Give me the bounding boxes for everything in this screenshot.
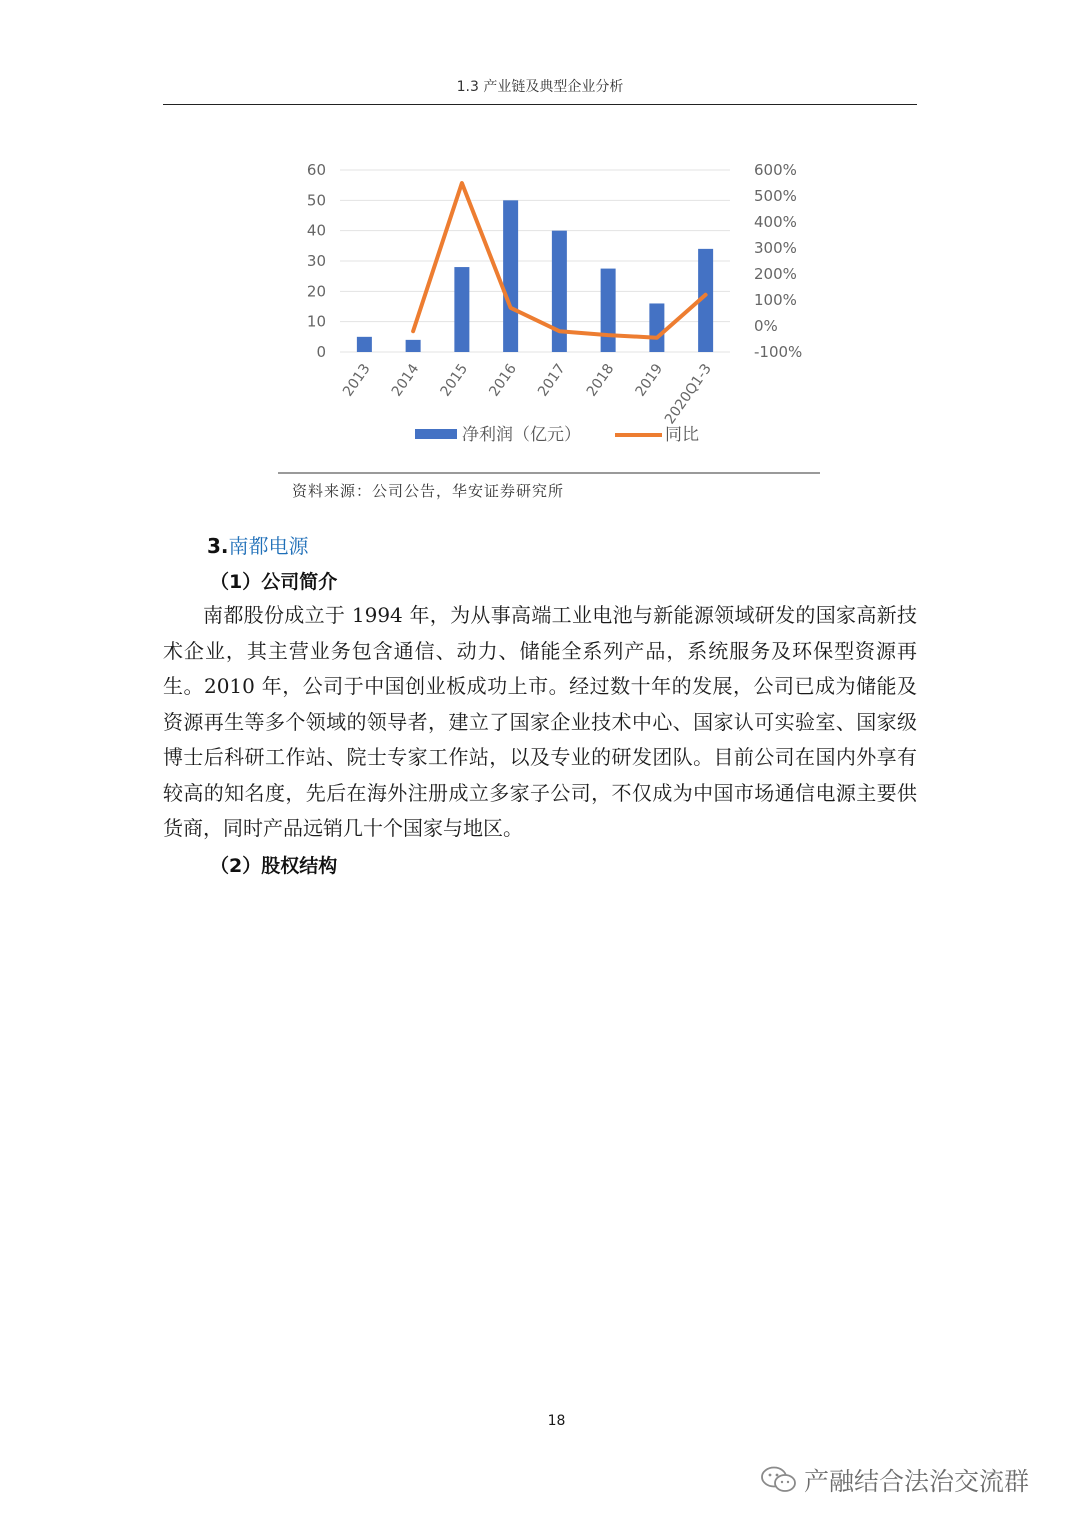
wechat-icon <box>760 1465 798 1495</box>
net-profit-chart <box>270 150 830 460</box>
net-profit-bar-2019 <box>649 303 664 352</box>
x-axis-tick-label: 2014 <box>388 361 423 400</box>
net-profit-bar-2017 <box>552 231 567 352</box>
page-header: 1.3 产业链及典型企业分析 <box>456 79 624 95</box>
x-axis-tick-label: 2016 <box>486 361 520 400</box>
right-axis-tick-label: 400% <box>754 213 797 231</box>
x-axis-tick-label: 2017 <box>535 361 569 400</box>
left-axis-tick-label: 60 <box>306 161 326 179</box>
net-profit-bar-2013 <box>357 337 372 352</box>
right-axis-tick-label: 200% <box>754 265 797 283</box>
right-axis-tick-label: 600% <box>754 161 797 179</box>
left-axis-tick-label: 10 <box>306 312 326 331</box>
legend-label-net-profit: 净利润（亿元） <box>462 425 581 445</box>
right-axis-tick-label: 100% <box>754 291 797 309</box>
watermark-text: 产融结合法治交流群 <box>804 1467 1030 1496</box>
legend-swatch-net-profit <box>415 429 457 439</box>
company-intro-paragraph: 南都股份成立于 1994 年，为从事高端工业电池与新能源领域研发的国家高新技术企业，其主营业务包含通信、动力、储能全系列产品，系统服务及环保型资源再生。2010 年，公司于中国创业板成功上市。经过数十年的发展，公司已成为储能及资源再生等多个领域的领导者，建立了国家企业技术中心、国家认可实验室、国家级博士后科研工作站、院士专家工作站，以及专业的研发团队。目前公司在国内外享有较高的知名度，先后在海外注册成立多家子公司，不仅成为中国市场通信电源主要供货商，同时产品远销几十个国家与地区。 <box>163 603 917 840</box>
x-axis-tick-label: 2019 <box>632 361 667 400</box>
x-axis-tick-label: 2013 <box>340 361 374 400</box>
net-profit-bar-2018 <box>601 269 616 352</box>
section-heading <box>207 530 309 559</box>
right-axis-tick-label: -100% <box>754 343 803 361</box>
left-axis-tick-label: 40 <box>306 221 326 240</box>
net-profit-bar-2015 <box>454 267 469 352</box>
chart-bottom-rule <box>278 472 820 474</box>
section-number: 3. <box>207 534 229 558</box>
page-number: 18 <box>547 1413 566 1429</box>
right-axis-tick-label: 500% <box>754 187 797 205</box>
header-divider <box>163 104 917 105</box>
subsection-equity-heading: （2）股权结构 <box>210 855 338 877</box>
left-axis-tick-label: 30 <box>306 252 326 270</box>
x-axis-tick-label: 2018 <box>583 361 618 400</box>
x-axis-tick-label: 2020Q1-3 <box>661 361 715 428</box>
right-axis-tick-label: 300% <box>754 239 797 257</box>
left-axis-tick-label: 0 <box>316 343 326 361</box>
net-profit-bar-2016 <box>503 200 518 352</box>
section-name: 南都电源 <box>228 534 309 558</box>
right-axis-tick-label: 0% <box>754 317 778 335</box>
x-axis-tick-label: 2015 <box>437 361 472 400</box>
net-profit-bar-2014 <box>406 340 421 352</box>
watermark <box>760 1462 1029 1498</box>
subsection-intro-heading: （1）公司简介 <box>210 571 338 593</box>
legend-label-yoy: 同比 <box>665 425 699 445</box>
chart-source-note: 资料来源：公司公告，华安证券研究所 <box>292 482 565 500</box>
left-axis-tick-label: 20 <box>306 282 326 301</box>
left-axis-tick-label: 50 <box>306 191 326 210</box>
